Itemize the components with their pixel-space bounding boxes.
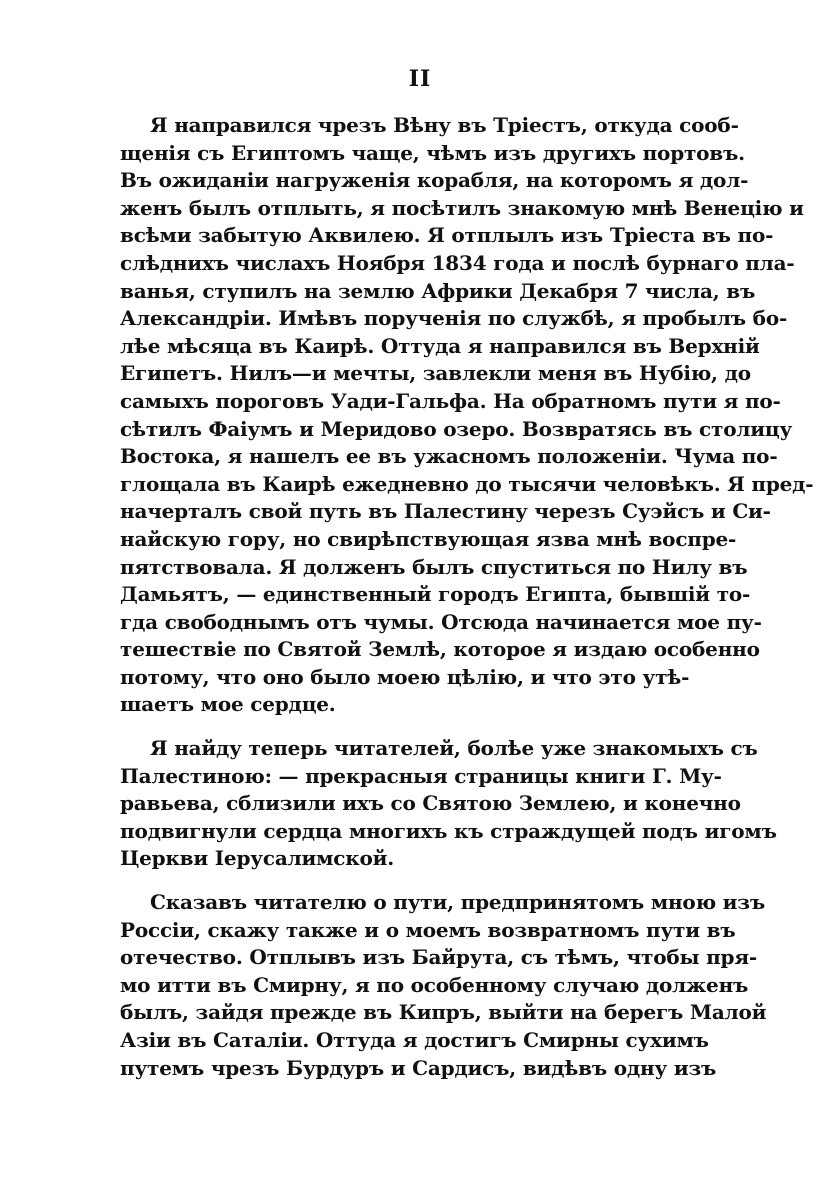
text-line: женъ былъ отплыть, я посѣтилъ знакомую мнѣ Венецію и <box>120 195 804 220</box>
text-line: тешествіе по Святой Землѣ, которое я издаю особенно <box>120 637 760 662</box>
text-line: Палестиною: — прекрасныя страницы книги Г. Му- <box>120 763 722 788</box>
page-number: II <box>408 66 432 92</box>
text-line: пятствовала. Я долженъ былъ спуститься по Нилу въ <box>120 554 748 579</box>
text-line: потому, что оно было моею цѣлію, и что это утѣ- <box>120 664 690 689</box>
text-line: гда свободнымъ отъ чумы. Отсюда начинается мое пу- <box>120 609 762 634</box>
text-block <box>120 112 814 1098</box>
paragraph-1 <box>120 112 814 719</box>
text-line: Азіи въ Саталіи. Оттуда я достигъ Смирны сухимъ <box>120 1028 709 1052</box>
text-line: равьева, сблизили ихъ со Святою Землею, и конечно <box>120 791 741 816</box>
text-line: начерталъ свой путь въ Палестину черезъ Суэйсъ и Си- <box>120 499 771 524</box>
text-line: лѣе мѣсяца въ Каирѣ. Оттуда я направился въ Верхній <box>120 333 760 358</box>
text-line: щенія съ Египтомъ чаще, чѣмъ изъ другихъ портовъ. <box>120 140 745 165</box>
text-line: отечество. Отплывъ изъ Байрута, съ тѣмъ, чтобы пря- <box>120 945 758 970</box>
paragraph-2 <box>120 735 777 873</box>
text-line: мо итти въ Смирну, я по особенному случаю долженъ <box>120 972 749 997</box>
text-line: Церкви Іерусалимской. <box>120 846 395 871</box>
text-line: Александріи. Имѣвъ порученія по службѣ, я пробылъ бо- <box>120 306 788 331</box>
text-line: подвигнули сердца многихъ къ страждущей подъ игомъ <box>120 818 777 843</box>
text-line: найскую гору, но свирѣпствующая язва мнѣ воспре- <box>120 526 737 551</box>
text-line: Въ ожиданіи нагруженія корабля, на которомъ я дол- <box>120 168 749 193</box>
text-line: ванья, ступилъ на землю Африки Декабря 7 числа, въ <box>120 278 756 303</box>
text-line: Я направился чрезъ Вѣну въ Тріестъ, откуда сооб- <box>150 113 739 137</box>
text-line: Египетъ. Нилъ—и мечты, завлекли меня въ Нубію, до <box>120 361 751 386</box>
paragraph-3 <box>120 889 767 1082</box>
text-line: самыхъ пороговъ Уади-Гальфа. На обратномъ пути я по- <box>120 388 781 413</box>
text-line: Сказавъ читателю о пути, предпринятомъ мною изъ <box>150 890 765 915</box>
text-line: сѣтилъ Фаіумъ и Меридово озеро. Возвратясь въ столицу <box>120 416 793 441</box>
text-line: Россіи, скажу также и о моемъ возвратномъ пути въ <box>120 917 736 942</box>
text-line: шаетъ мое сердце. <box>120 692 336 717</box>
text-line: путемъ чрезъ Бурдуръ и Сардисъ, видѣвъ одну изъ <box>120 1055 717 1080</box>
text-line: слѣднихъ числахъ Ноября 1834 года и послѣ бурнаго пла- <box>120 250 795 275</box>
text-line: Дамьятъ, — единственный городъ Египта, бывшій то- <box>120 582 751 607</box>
text-line: былъ, зайдя прежде въ Кипръ, выйти на берегъ Малой <box>120 1000 767 1025</box>
text-line: глощала въ Каирѣ ежедневно до тысячи человѣкъ. Я пред- <box>120 471 814 496</box>
text-line: Востока, я нашелъ ее въ ужасномъ положеніи. Чума по- <box>120 444 778 469</box>
text-line: всѣми забытую Аквилею. Я отплылъ изъ Тріеста въ по- <box>120 223 774 248</box>
text-line: Я найду теперь читателей, болѣе уже знакомыхъ съ <box>150 736 758 761</box>
